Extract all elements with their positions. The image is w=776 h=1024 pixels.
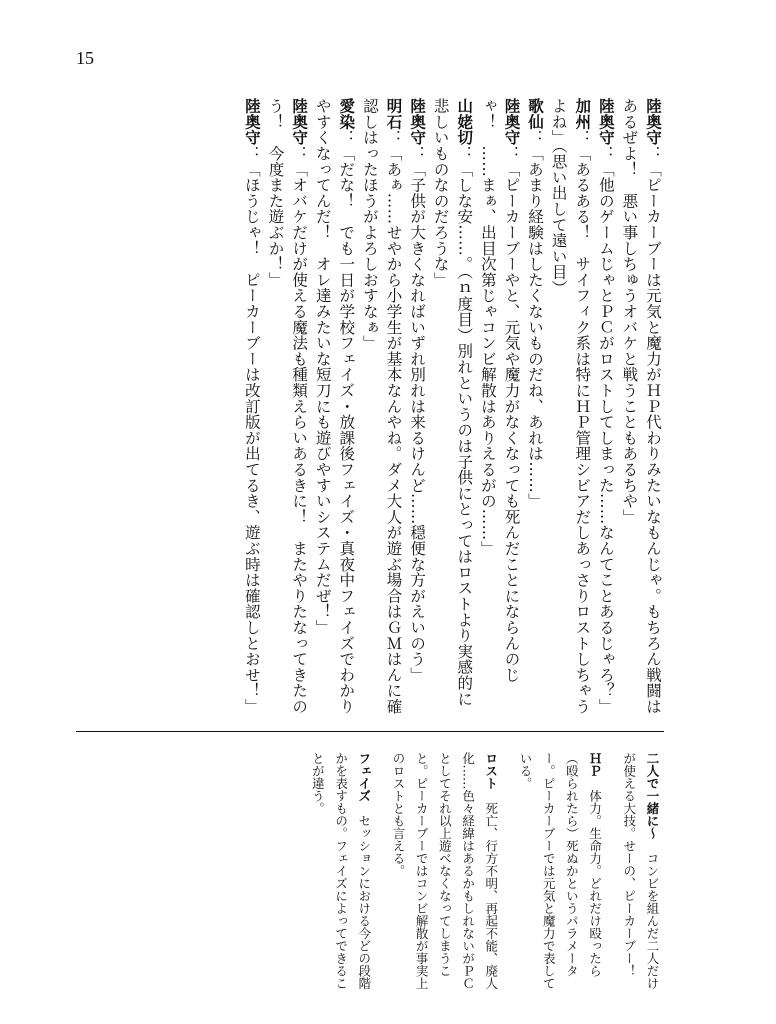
dialogue-text: ：「だな！ でも一日が学校フェイズ・放課後フェイズ・真夜中フェイズでわかりやすくなってんだ！ オレ達みたいな短刀にも遊びやすいシステムだぜ！」 xyxy=(313,98,356,715)
dialogue-line xyxy=(239,98,263,722)
speaker-name: 明石 xyxy=(384,98,403,130)
glossary-entry xyxy=(306,752,376,992)
dialogue-line xyxy=(475,98,522,722)
glossary-entry xyxy=(387,752,503,992)
dialogue-text: ：「他のゲームじゃとＰＣがロストしてしまった……なんてことあるじゃろ？」 xyxy=(596,145,615,715)
glossary-term: ロスト xyxy=(483,752,499,790)
dialogue-column xyxy=(76,98,664,722)
speaker-name: 陸奥守 xyxy=(596,98,615,146)
dialogue-line xyxy=(310,98,357,722)
page-number: 15 xyxy=(76,48,94,68)
dialogue-text: ：「あぁ……せやから小学生が基本なんやね。ダメ大人が遊ぶ場合はＧＭはんに確認しはったほうがよろしおすなぁ」 xyxy=(360,98,403,715)
glossary-entry xyxy=(514,752,607,992)
dialogue-line xyxy=(428,98,475,722)
glossary-notes xyxy=(76,752,664,992)
dialogue-line xyxy=(357,98,404,722)
dialogue-text: ：「子供が大きくなればいずれ別れは来るけんど……穏便な方がえいのう」 xyxy=(408,145,427,683)
dialogue-line xyxy=(593,98,617,722)
speaker-name: 歌仙 xyxy=(526,98,545,130)
dialogue-text: ：「しな安……。（ｎ度目）別れというのは子供にとってはロストより実感的に悲しいものなのだろうな」 xyxy=(431,98,474,707)
speaker-name: 陸奥守 xyxy=(290,98,309,146)
glossary-text: セッションにおける今どの段階かを表すもの。フェイズによってできることが違う。 xyxy=(310,752,372,990)
glossary-term: 二人で一緒に～ xyxy=(645,752,660,840)
glossary-term: ＨＰ xyxy=(587,752,603,777)
speaker-name: 陸奥守 xyxy=(242,98,261,146)
speaker-name: 陸奥守 xyxy=(408,98,427,146)
dialogue-line xyxy=(617,98,664,722)
speaker-name: 陸奥守 xyxy=(502,98,521,146)
dialogue-text: ：「ピーカーブーやと、元気や魔力がなくなっても死んだことにならんのじゃ！ ……まぁ、出目次第じゃコンビ解散はありえるがの……」 xyxy=(478,98,521,683)
dialogue-text: ：「ピーカーブーは元気と魔力がＨＰ代わりみたいなもんじゃ。もちろん戦闘はあるぜよ！ 悪い事しちゅうオバケと戦うこともあるちや」 xyxy=(620,98,662,715)
dialogue-text: ：「あるある！ サイフィク系は特にＨＰ管理シビアだしあっさりロストしちゃうよね」（思い出して遠い目） xyxy=(549,98,592,715)
dialogue-line xyxy=(263,98,310,722)
glossary-text: 死亡、行方不明、再起不能、廃人化……色々経緯はあるかもしれないがＰＣとしてそれ以上遊べなくなってしまうこと。ピーカーブーではコンビ解散が事実上のロストとも言える。 xyxy=(390,752,499,990)
speaker-name: 山姥切 xyxy=(455,98,474,146)
dialogue-text: ：「オバケだけが使える魔法も種類えらいあるきに！ またやりたなってきたのう！ 今度また遊ぶか！」 xyxy=(266,98,309,715)
dialogue-line xyxy=(546,98,593,722)
dialogue-text: ：「あまり経験はしたくないものだね、あれは……」 xyxy=(526,129,545,509)
speaker-name: 愛染 xyxy=(337,98,356,130)
dialogue-line xyxy=(522,98,546,722)
glossary-text: コンビを組んだ二人だけが使える大技。せーの、ピーカーブー！ xyxy=(621,752,660,990)
dialogue-text: ：「ほうじゃ！ ピーカーブーは改訂版が出てるき、遊ぶ時は確認しとおせ！」 xyxy=(242,145,261,715)
speaker-name: 陸奥守 xyxy=(644,98,662,146)
glossary-text: 体力。生命力。どれだけ殴ったら（殴られたら）死ぬかというパラメーター。ピーカーブーでは元気と魔力で表している。 xyxy=(517,752,603,990)
glossary-term: フェイズ xyxy=(356,752,372,802)
dialogue-line xyxy=(404,98,428,722)
glossary-entry xyxy=(618,752,664,992)
speaker-name: 加州 xyxy=(573,98,592,130)
section-divider xyxy=(76,731,664,732)
